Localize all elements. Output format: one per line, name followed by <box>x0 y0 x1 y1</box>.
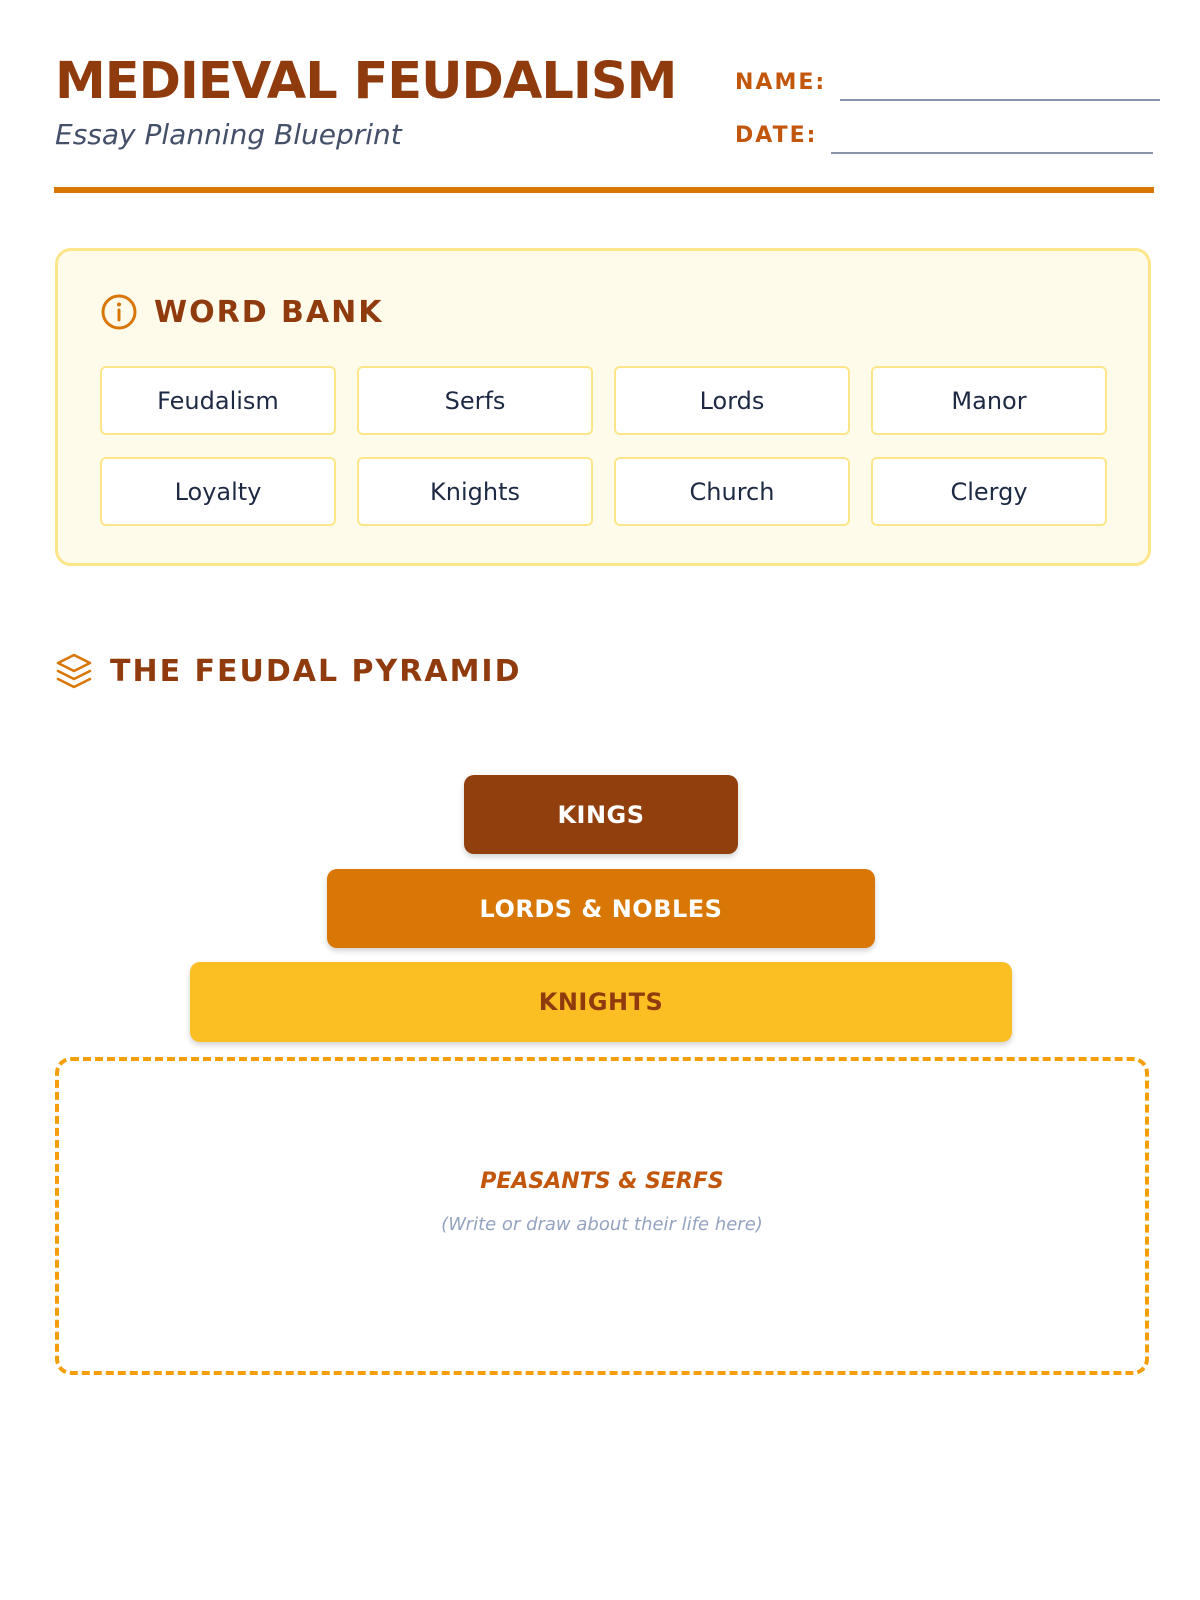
peasants-write-area[interactable] <box>55 1057 1149 1375</box>
page-subtitle: Essay Planning Blueprint <box>55 118 402 151</box>
word-chip[interactable]: Knights <box>357 457 593 526</box>
word-bank-panel <box>55 248 1151 566</box>
pyramid-tier-knights: KNIGHTS <box>190 962 1012 1042</box>
date-field <box>735 123 1153 148</box>
word-chip[interactable]: Church <box>614 457 850 526</box>
worksheet-header <box>55 52 1155 192</box>
word-chip[interactable]: Clergy <box>871 457 1107 526</box>
info-circle-icon <box>100 293 138 331</box>
page-title: MEDIEVAL FEUDALISM <box>55 52 677 111</box>
peasants-title: PEASANTS & SERFS <box>480 1169 724 1194</box>
name-write-line[interactable] <box>840 99 1160 101</box>
pyramid-heading <box>54 651 521 691</box>
name-field <box>735 70 1160 95</box>
pyramid-tier-kings: KINGS <box>464 775 738 854</box>
pyramid-tier-lords-nobles: LORDS & NOBLES <box>327 869 875 948</box>
word-chip[interactable]: Serfs <box>357 366 593 435</box>
layers-icon <box>54 651 94 691</box>
header-divider <box>54 187 1154 193</box>
word-chip[interactable]: Loyalty <box>100 457 336 526</box>
pyramid-title: THE FEUDAL PYRAMID <box>110 653 522 689</box>
peasants-hint: (Write or draw about their life here) <box>441 1214 763 1235</box>
date-label: DATE: <box>735 123 818 148</box>
word-bank-grid <box>100 366 1107 526</box>
word-bank-heading <box>100 293 383 331</box>
word-chip[interactable]: Feudalism <box>100 366 336 435</box>
word-chip[interactable]: Lords <box>614 366 850 435</box>
date-write-line[interactable] <box>831 152 1153 154</box>
word-chip[interactable]: Manor <box>871 366 1107 435</box>
name-label: NAME: <box>735 70 827 95</box>
word-bank-title: WORD BANK <box>154 294 384 330</box>
